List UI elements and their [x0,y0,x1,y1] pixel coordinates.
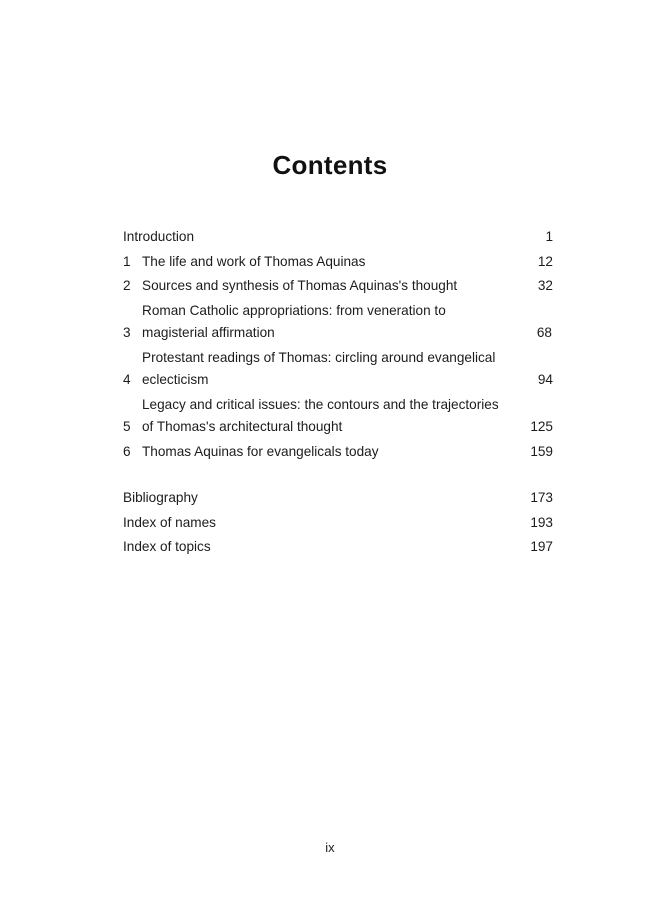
toc-entry-chapter-3 [123,300,553,345]
toc-entry-number: 3 [123,325,131,340]
toc-entry-number: 6 [123,443,131,459]
toc-entry-chapter-4 [123,347,553,392]
toc-entry-index-of-topics [123,536,553,559]
toc-entry-page: 94 [537,372,553,387]
toc-entry-number: 1 [123,253,131,269]
toc-entry-title: Sources and synthesis of Thomas Aquinas's thought [142,278,458,293]
toc-entry-number: 4 [123,372,131,387]
toc-entry-title: Bibliography [123,490,198,505]
toc-entry-index-of-names [123,512,553,535]
toc-entry-title: The life and work of Thomas Aquinas [142,253,366,269]
toc-entry-introduction [123,226,553,249]
toc-entry-page: 68 [536,325,552,340]
toc-entry-chapter-2 [123,275,553,298]
toc-entry-chapter-6 [123,441,553,464]
toc-entry-title: Introduction [123,229,195,244]
toc-entry-title: Index of names [123,514,216,530]
toc-entry-number: 5 [123,419,131,434]
toc-entry-chapter-1 [123,251,553,274]
toc-entry-page: 193 [530,514,553,530]
page-number: ix [325,840,335,855]
toc-entry-bibliography [123,487,553,510]
toc-entry-title: Thomas Aquinas for evangelicals today [142,443,379,459]
toc-entry-page: 1 [545,229,553,244]
table-of-contents [123,226,553,561]
toc-entry-title: Protestant readings of Thomas: circling around evangelical eclecticism [142,349,496,387]
section-gap [123,465,553,487]
toc-entry-page: 12 [537,253,553,269]
page-title: Contents [272,150,388,181]
toc-entry-title: Index of topics [123,539,211,554]
toc-entry-number: 2 [123,278,131,293]
toc-entry-title: Roman Catholic appropriations: from veneration to magisterial affirmation [142,302,446,340]
toc-entry-page: 197 [530,539,553,554]
toc-entry-page: 173 [530,490,553,505]
toc-entry-title: Legacy and critical issues: the contours and the trajectories of Thomas's architectural thought [142,396,499,434]
toc-entry-page: 159 [530,443,553,459]
toc-entry-page: 32 [537,278,553,293]
toc-entry-chapter-5 [123,394,553,439]
toc-entry-page: 125 [530,419,553,434]
